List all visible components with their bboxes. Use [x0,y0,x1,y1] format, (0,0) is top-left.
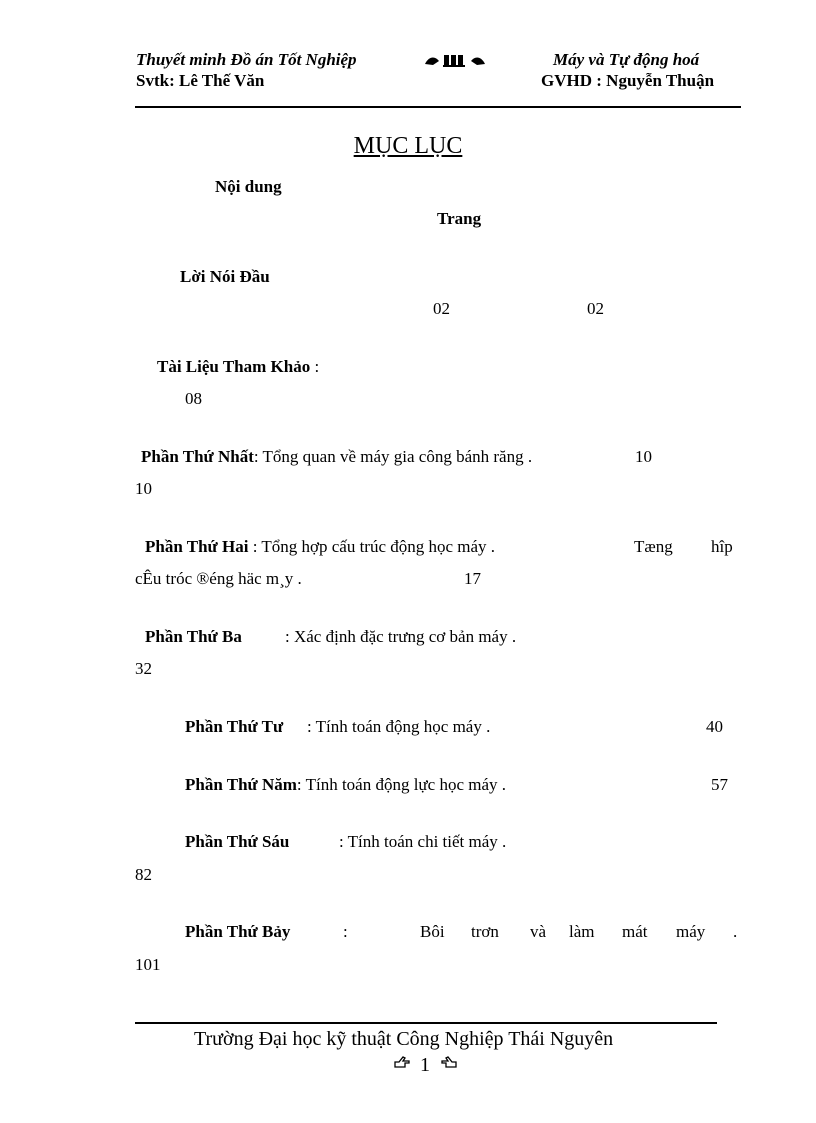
toc-label-part2: Phần Thứ Hai [145,537,249,556]
toc-page-part1-a: 10 [635,447,652,466]
toc-word-part7-6: máy [676,922,706,941]
hand-right-icon [393,1054,411,1077]
book-ornament-icon [424,53,486,69]
header-divider [135,106,741,108]
toc-desc-part1: : Tổng quan về máy gia công bánh răng . [253,447,533,466]
toc-desc-part3: : Xác định đặc trưng cơ bản máy . [285,627,517,646]
toc-page-preface-b: 02 [587,299,604,318]
header-doc-title: Thuyết minh Đồ án Tốt Nghiệp [136,50,357,69]
toc-word-part7-3: và [530,922,547,941]
toc-label-part7: Phần Thứ Bảy [185,922,291,941]
column-page-heading: Trang [437,209,482,228]
toc-garbled-part2-3: cÊu tróc ®éng häc m¸y . [135,569,302,588]
page-title: MỤC LỤC [353,133,463,159]
toc-entry-part3 [145,627,516,647]
toc-label-references: Tài Liệu Tham Khảo [157,357,311,376]
toc-word-part7-2: trơn [471,922,499,941]
toc-entry-references [157,357,319,377]
toc-label-preface: Lời Nói Đầu [180,267,270,286]
toc-page-part2: 17 [464,569,481,588]
footer-school: Trường Đại học kỹ thuật Công Nghiệp Thái Nguyên [194,1028,614,1050]
toc-label-part1: Phần Thứ Nhất [141,447,254,466]
toc-word-part7-1: Bôi [420,922,445,941]
toc-sep-references: : [314,357,320,376]
toc-word-part7-7: . [733,922,738,941]
toc-word-part7-5: mát [622,922,648,941]
toc-label-part4: Phần Thứ Tư [185,717,284,736]
toc-desc-part4: : Tính toán động học máy . [307,717,491,736]
toc-desc-part2: : Tổng hợp cấu trúc động học máy . [248,537,496,556]
footer-divider [135,1022,717,1024]
toc-desc-part5: : Tính toán động lực học máy . [296,775,507,794]
toc-page-part4: 40 [706,717,723,736]
toc-entry-part6 [185,832,506,852]
toc-page-references: 08 [185,389,202,408]
toc-entry-part5 [185,775,506,795]
toc-page-preface-a: 02 [433,299,450,318]
column-content-heading: Nội dung [215,177,282,196]
hand-left-icon [440,1054,458,1077]
toc-label-part6: Phần Thứ Sáu [185,832,290,851]
toc-entry-part1 [141,447,532,467]
toc-garbled-part2-2: hîp [711,537,733,556]
header-student: Svtk: Lê Thế Văn [136,71,265,90]
footer-page-number: 1 [420,1054,430,1076]
toc-page-part7: 101 [135,955,161,974]
header-supervisor: GVHD : Nguyễn Thuận [541,71,715,90]
toc-sep-part7: : [343,922,348,941]
toc-desc-part6: : Tính toán chi tiết máy . [339,832,507,851]
toc-entry-part4 [185,717,490,737]
toc-page-part5: 57 [711,775,728,794]
toc-garbled-part2-1: Tæng [634,537,673,556]
toc-page-part1-b: 10 [135,479,152,498]
toc-label-part5: Phần Thứ Năm [185,775,297,794]
toc-page-part3: 32 [135,659,152,678]
toc-page-part6: 82 [135,865,152,884]
toc-word-part7-4: làm [569,922,595,941]
header-major: Máy và Tự động hoá [553,50,700,69]
toc-entry-part2 [145,537,495,557]
toc-label-part3: Phần Thứ Ba [145,627,242,646]
